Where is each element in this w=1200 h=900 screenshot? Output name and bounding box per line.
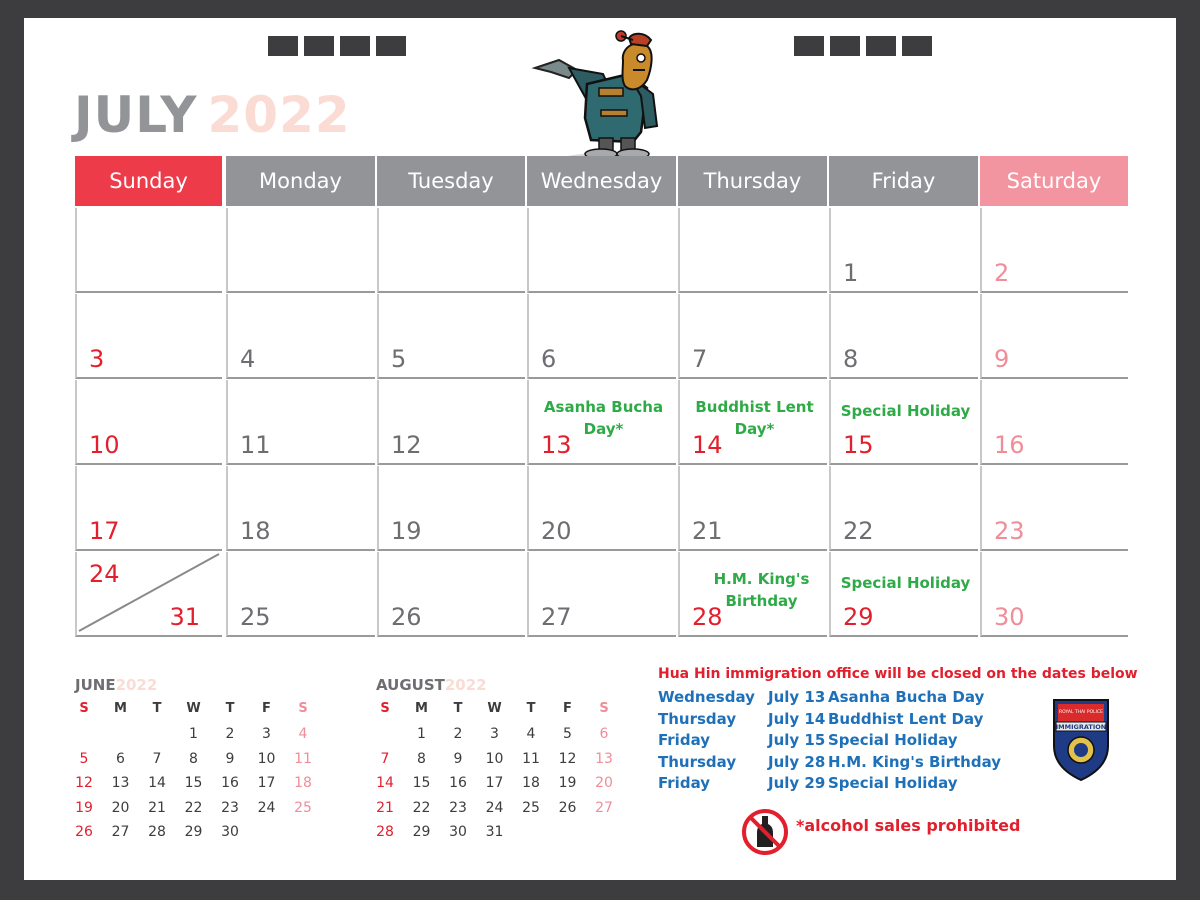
mini-day: 15 bbox=[184, 775, 203, 791]
holiday-label-line2: Day* bbox=[583, 420, 624, 438]
day-cell bbox=[829, 466, 978, 551]
day-cell bbox=[75, 466, 222, 551]
day-number: 16 bbox=[994, 431, 1025, 459]
day-number: 14 bbox=[692, 431, 723, 459]
day-number: 26 bbox=[391, 603, 422, 631]
day-cell bbox=[226, 466, 375, 551]
mini-day: 28 bbox=[376, 824, 394, 840]
mini-day: 3 bbox=[490, 726, 499, 742]
mini-day: 8 bbox=[189, 750, 198, 767]
day-cell bbox=[829, 208, 978, 293]
holiday-label bbox=[686, 396, 823, 440]
day-cell bbox=[75, 294, 222, 379]
day-cell bbox=[829, 294, 978, 379]
mini-day: 23 bbox=[449, 799, 467, 816]
immigration-badge bbox=[1050, 696, 1112, 786]
day-cell bbox=[527, 552, 676, 637]
mini-day: 25 bbox=[294, 799, 312, 816]
mini-day: 24 bbox=[485, 799, 504, 816]
holiday-label bbox=[837, 400, 974, 422]
mini-day: 29 bbox=[184, 824, 203, 840]
mini-day: 18 bbox=[294, 775, 312, 791]
closure-date: July 28 bbox=[768, 752, 826, 771]
mini-day-letter: M bbox=[415, 701, 428, 716]
mini-day-letter: T bbox=[453, 701, 463, 716]
binder-holes-left bbox=[268, 36, 406, 56]
day-cell bbox=[377, 294, 525, 379]
mini-day-letter: S bbox=[298, 701, 308, 716]
day-number: 25 bbox=[240, 603, 271, 631]
calendar-page bbox=[24, 18, 1176, 880]
immigration-badge-icon bbox=[1050, 696, 1112, 782]
mini-day: 17 bbox=[257, 775, 276, 791]
mini-day: 30 bbox=[221, 824, 239, 840]
day-number: 30 bbox=[994, 603, 1025, 631]
mini-day: 31 bbox=[485, 824, 504, 840]
mini-day: 13 bbox=[595, 750, 613, 767]
day-number: 3 bbox=[89, 345, 105, 373]
weekday-header-thursday: Thursday bbox=[678, 156, 827, 206]
mini-day-letter: S bbox=[79, 701, 89, 716]
mini-day: 26 bbox=[75, 824, 93, 840]
holiday-label-line1: Buddhist Lent bbox=[695, 398, 814, 416]
day-cell bbox=[226, 552, 375, 637]
mini-month: JUNE bbox=[75, 676, 116, 694]
badge-banner-text: IMMIGRATION bbox=[1055, 723, 1107, 731]
mini-day-letter: S bbox=[380, 701, 390, 716]
mini-day: 28 bbox=[148, 824, 166, 840]
mini-day: 7 bbox=[380, 750, 390, 767]
day-cell bbox=[678, 552, 827, 637]
mini-day: 9 bbox=[453, 750, 463, 767]
mini-day: 4 bbox=[526, 726, 536, 742]
closure-date: July 13 bbox=[768, 688, 826, 706]
holiday-label-line1: Special Holiday bbox=[840, 402, 971, 420]
day-number: 7 bbox=[692, 345, 708, 373]
no-alcohol-icon bbox=[741, 808, 789, 856]
weekday-header-tuesday: Tuesday bbox=[377, 156, 525, 206]
day-number: 13 bbox=[541, 431, 572, 459]
closure-weekday: Friday bbox=[658, 774, 711, 792]
mini-day: 2 bbox=[453, 726, 463, 742]
day-number: 20 bbox=[541, 517, 572, 545]
closure-date: July 29 bbox=[768, 774, 826, 792]
closure-name: Special Holiday bbox=[828, 774, 958, 792]
day-number: 23 bbox=[994, 517, 1025, 545]
calendar-title bbox=[74, 86, 351, 144]
mini-day: 3 bbox=[262, 726, 271, 742]
mini-day: 2 bbox=[225, 726, 235, 742]
closure-name: Special Holiday bbox=[828, 731, 958, 749]
mini-year: 2022 bbox=[115, 676, 158, 694]
mini-day: 16 bbox=[449, 775, 467, 791]
mini-day: 29 bbox=[412, 824, 431, 840]
mini-day-letter: F bbox=[563, 701, 572, 716]
mini-day: 10 bbox=[257, 750, 276, 767]
mini-day: 16 bbox=[221, 775, 239, 791]
mini-day: 30 bbox=[449, 824, 467, 840]
mini-day: 20 bbox=[111, 799, 130, 816]
alcohol-note bbox=[741, 808, 1021, 860]
mini-day: 22 bbox=[412, 799, 431, 816]
day-number: 6 bbox=[541, 345, 557, 373]
day-number: 5 bbox=[391, 345, 407, 373]
mini-day: 27 bbox=[595, 799, 613, 816]
day-number: 11 bbox=[240, 431, 271, 459]
mini-day: 12 bbox=[558, 750, 577, 767]
day-number: 10 bbox=[89, 431, 120, 459]
mini-day: 17 bbox=[485, 775, 504, 791]
day-cell bbox=[377, 208, 525, 293]
mini-day: 20 bbox=[595, 775, 613, 791]
closure-weekday: Thursday bbox=[658, 752, 737, 771]
day-cell bbox=[377, 380, 525, 465]
day-cell bbox=[829, 380, 978, 465]
mini-day: 21 bbox=[148, 799, 166, 816]
day-number: 12 bbox=[391, 431, 422, 459]
day-cell bbox=[226, 380, 375, 465]
holiday-label-line2: Birthday bbox=[725, 592, 798, 610]
cartoon-soldier-mascot-icon bbox=[529, 30, 689, 164]
mini-calendar-title bbox=[376, 676, 487, 694]
alcohol-note-text: *alcohol sales prohibited bbox=[796, 816, 1021, 835]
badge-top-text: ROYAL THAI POLICE bbox=[1059, 710, 1103, 715]
closure-notice-title: Hua Hin immigration office will be closed on the dates below bbox=[658, 666, 1138, 682]
day-number: 27 bbox=[541, 603, 572, 631]
mini-day: 14 bbox=[376, 775, 394, 791]
day-number: 21 bbox=[692, 517, 723, 545]
day-number: 22 bbox=[843, 517, 874, 545]
day-cell bbox=[980, 380, 1128, 465]
weekday-header-monday: Monday bbox=[226, 156, 375, 206]
day-cell bbox=[226, 294, 375, 379]
day-cell bbox=[377, 466, 525, 551]
day-number: 8 bbox=[843, 345, 859, 373]
mini-day: 18 bbox=[522, 775, 540, 791]
mini-day: 1 bbox=[189, 726, 198, 742]
day-cell bbox=[980, 294, 1128, 379]
closure-name: Buddhist Lent Day bbox=[828, 709, 984, 728]
day-cell bbox=[527, 466, 676, 551]
day-number: 18 bbox=[240, 517, 271, 545]
day-number: 4 bbox=[240, 345, 256, 373]
mini-day: 8 bbox=[417, 750, 426, 767]
day-cell bbox=[75, 380, 222, 465]
day-cell bbox=[527, 380, 676, 465]
mini-day: 12 bbox=[75, 775, 93, 791]
day-cell bbox=[980, 466, 1128, 551]
weekday-header-friday: Friday bbox=[829, 156, 978, 206]
day-cell bbox=[75, 208, 222, 293]
mini-day-letter: S bbox=[599, 701, 609, 716]
weekday-header-wednesday: Wednesday bbox=[527, 156, 676, 206]
mini-day: 9 bbox=[225, 750, 235, 767]
mini-day-letter: W bbox=[487, 701, 502, 716]
mini-day: 10 bbox=[485, 750, 504, 767]
mini-day: 5 bbox=[563, 726, 572, 742]
mini-day-letter: W bbox=[186, 701, 201, 716]
mini-day: 19 bbox=[558, 775, 577, 791]
day-number: 9 bbox=[994, 345, 1010, 373]
closure-weekday: Thursday bbox=[658, 709, 737, 728]
closure-name: H.M. King's Birthday bbox=[828, 752, 1002, 771]
mini-day-letter: T bbox=[526, 701, 536, 716]
holiday-label bbox=[837, 572, 974, 594]
day-number: 28 bbox=[692, 603, 723, 631]
mini-day: 26 bbox=[558, 799, 577, 816]
mini-day: 27 bbox=[111, 824, 130, 840]
holiday-label-line2: Day* bbox=[734, 420, 775, 438]
closure-weekday: Friday bbox=[658, 731, 711, 749]
mini-day: 6 bbox=[599, 726, 609, 742]
holiday-label-line1: H.M. King's bbox=[713, 570, 810, 588]
mini-month: AUGUST bbox=[376, 676, 445, 694]
mini-day: 23 bbox=[221, 799, 239, 816]
mini-day: 19 bbox=[75, 799, 93, 816]
mini-calendar-title bbox=[75, 676, 157, 694]
mini-day: 14 bbox=[148, 775, 166, 791]
mini-day: 4 bbox=[298, 726, 308, 742]
day-number: 24 bbox=[89, 560, 120, 588]
day-cell bbox=[678, 380, 827, 465]
binder-holes-right bbox=[794, 36, 932, 56]
day-cell bbox=[226, 208, 375, 293]
mini-day: 5 bbox=[79, 750, 89, 767]
day-number: 31 bbox=[169, 603, 200, 631]
day-number: 19 bbox=[391, 517, 422, 545]
day-number: 29 bbox=[843, 603, 874, 631]
year: 2022 bbox=[207, 86, 351, 144]
day-number: 17 bbox=[89, 517, 120, 545]
mini-day-letter: T bbox=[152, 701, 162, 716]
day-number: 2 bbox=[994, 259, 1010, 287]
day-number: 1 bbox=[843, 259, 859, 287]
mini-day: 24 bbox=[257, 799, 276, 816]
day-cell bbox=[678, 466, 827, 551]
mini-day: 1 bbox=[417, 726, 426, 742]
mini-day: 7 bbox=[152, 750, 162, 767]
day-cell bbox=[75, 552, 222, 637]
day-cell bbox=[980, 552, 1128, 637]
day-cell bbox=[527, 208, 676, 293]
month-name: JULY bbox=[74, 86, 198, 144]
mini-day: 25 bbox=[522, 799, 540, 816]
mini-day-letter: M bbox=[114, 701, 127, 716]
mini-day: 11 bbox=[522, 750, 540, 767]
weekday-header-sunday: Sunday bbox=[75, 156, 222, 206]
mini-day: 6 bbox=[116, 750, 125, 767]
mini-year: 2022 bbox=[444, 676, 487, 694]
closure-weekday: Wednesday bbox=[658, 688, 755, 706]
day-cell bbox=[678, 294, 827, 379]
closure-name: Asanha Bucha Day bbox=[828, 688, 985, 706]
holiday-label-line1: Special Holiday bbox=[840, 574, 971, 592]
day-cell bbox=[678, 208, 827, 293]
day-cell bbox=[377, 552, 525, 637]
closure-date: July 14 bbox=[768, 709, 826, 728]
weekday-header-saturday: Saturday bbox=[980, 156, 1128, 206]
mini-day-letter: F bbox=[262, 701, 271, 716]
holiday-label bbox=[535, 396, 672, 440]
day-cell bbox=[980, 208, 1128, 293]
day-cell bbox=[829, 552, 978, 637]
mini-day: 22 bbox=[184, 799, 203, 816]
mini-day: 15 bbox=[412, 775, 431, 791]
holiday-label bbox=[700, 568, 823, 612]
mini-day: 21 bbox=[376, 799, 394, 816]
mini-day: 13 bbox=[111, 775, 130, 791]
day-number: 15 bbox=[843, 431, 874, 459]
closure-date: July 15 bbox=[768, 731, 826, 749]
mini-day: 11 bbox=[294, 750, 312, 767]
mini-day-letter: T bbox=[225, 701, 235, 716]
holiday-label-line1: Asanha Bucha bbox=[543, 398, 664, 416]
day-cell bbox=[527, 294, 676, 379]
